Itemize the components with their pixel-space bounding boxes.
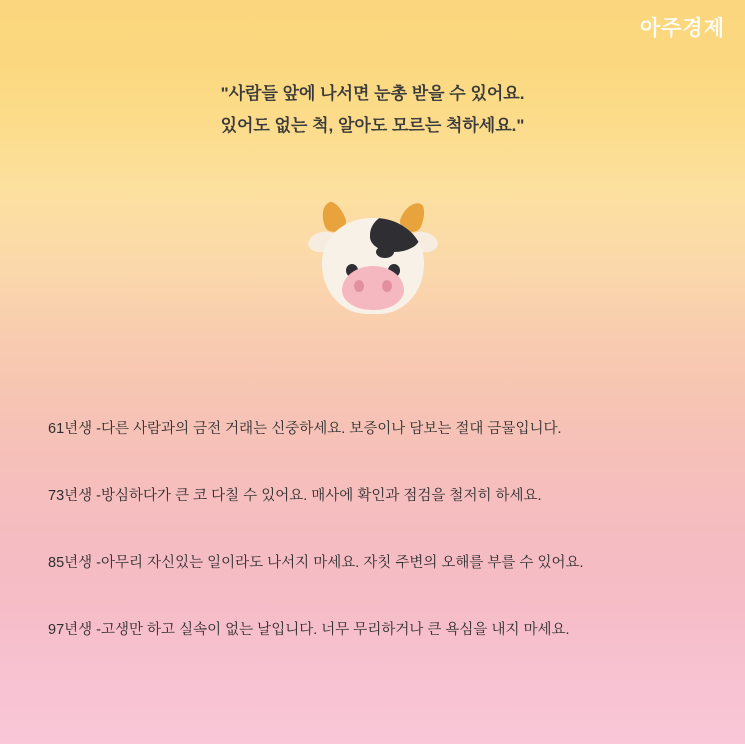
- cow-head-icon: [322, 218, 424, 314]
- list-item: 85년생 -아무리 자신있는 일이라도 나서지 마세요. 자칫 주변의 오해를 부를 수 있어요.: [48, 555, 584, 571]
- illustration-area: [0, 198, 745, 333]
- cow-nostril-right-icon: [382, 280, 392, 292]
- cow-face-icon: [308, 198, 438, 328]
- list-item: 97년생 -고생만 하고 실속이 없는 날입니다. 너무 무리하거나 큰 욕심을 내지 마세요.: [48, 622, 570, 638]
- cow-spot-small-icon: [376, 246, 394, 258]
- brand-watermark: 아주경제: [639, 17, 725, 40]
- quote-line-2: 있어도 없는 척, 알아도 모르는 척하세요.": [220, 116, 525, 135]
- quote-line-1: "사람들 앞에 나서면 눈총 받을 수 있어요.: [220, 84, 525, 103]
- list-item: 73년생 -방심하다가 큰 코 다칠 수 있어요. 매사에 확인과 점검을 철저히 하세요.: [48, 488, 542, 504]
- cow-muzzle-icon: [342, 266, 404, 310]
- cow-nostril-left-icon: [354, 280, 364, 292]
- cow-spot-large-icon: [370, 218, 420, 252]
- fortune-list: [48, 418, 698, 641]
- quote-block: [0, 78, 745, 142]
- list-item: 61년생 -다른 사람과의 금전 거래는 신중하세요. 보증이나 담보는 절대 금물입니다.: [48, 421, 562, 437]
